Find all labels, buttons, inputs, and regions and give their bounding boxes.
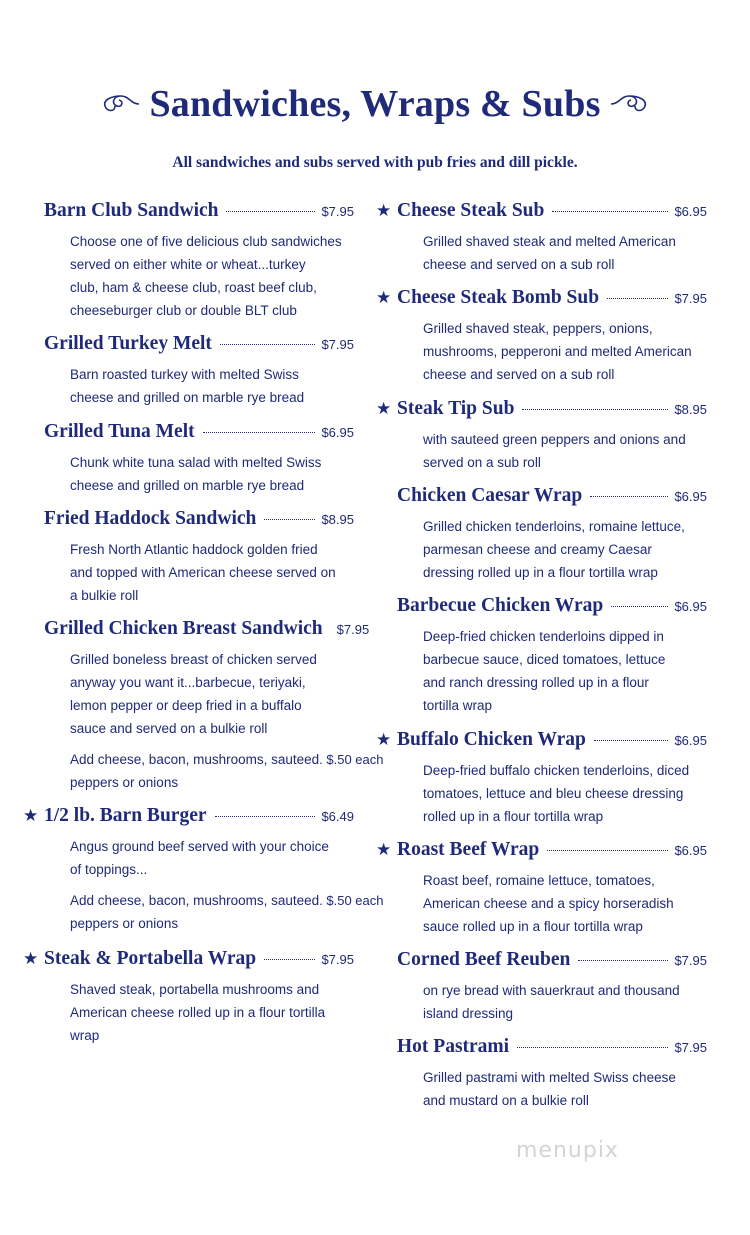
star-icon: ★ bbox=[376, 201, 392, 221]
menu-item-description bbox=[397, 428, 707, 474]
menu-item-description bbox=[397, 230, 707, 276]
description-line: and ranch dressing rolled up in a flour bbox=[423, 675, 649, 690]
menu-item-name: Cheese Steak Bomb Sub bbox=[397, 287, 600, 308]
menu-item-price: $8.95 bbox=[674, 402, 707, 417]
menu-item-header bbox=[44, 333, 354, 359]
dot-leader bbox=[517, 1047, 668, 1048]
menu-item-description bbox=[44, 835, 354, 881]
description-line: dressing rolled up in a flour tortilla wrap bbox=[423, 565, 658, 580]
menu-item-description bbox=[397, 317, 707, 386]
menu-item-price: $6.95 bbox=[674, 599, 707, 614]
description-line: tomatoes, lettuce and bleu cheese dressing bbox=[423, 786, 684, 801]
menu-item-description bbox=[44, 363, 354, 409]
addon-line: Add cheese, bacon, mushrooms, sauteed bbox=[70, 752, 320, 767]
description-line: Barn roasted turkey with melted Swiss bbox=[70, 367, 299, 382]
page-title: Sandwiches, Wraps & Subs bbox=[149, 83, 601, 125]
description-line: Grilled chicken tenderloins, romaine lettuce, bbox=[423, 519, 685, 534]
dot-leader bbox=[594, 740, 669, 741]
menu-item-header bbox=[397, 949, 707, 975]
menu-item-header bbox=[44, 200, 354, 226]
star-icon: ★ bbox=[23, 949, 39, 969]
addon-price: . $.50 each bbox=[319, 752, 384, 767]
description-line: parmesan cheese and creamy Caesar bbox=[423, 542, 652, 557]
menu-item-price: $6.49 bbox=[321, 809, 354, 824]
menu-item-price: $6.95 bbox=[674, 204, 707, 219]
dot-leader bbox=[590, 496, 668, 497]
menu-item-price: $7.95 bbox=[674, 953, 707, 968]
menu-item-header bbox=[44, 948, 354, 974]
description-line: Shaved steak, portabella mushrooms and bbox=[70, 982, 320, 997]
star-icon: ★ bbox=[376, 399, 392, 419]
menu-item-name: Grilled Tuna Melt bbox=[44, 421, 195, 442]
menu-item-addon bbox=[44, 889, 384, 935]
menu-item-description bbox=[44, 451, 354, 497]
menu-item-description bbox=[44, 978, 354, 1047]
description-line: and topped with American cheese served on bbox=[70, 565, 336, 580]
menu-item-price: $8.95 bbox=[321, 512, 354, 527]
description-line: cheeseburger club or double BLT club bbox=[70, 303, 297, 318]
description-line: anyway you want it...barbecue, teriyaki, bbox=[70, 675, 306, 690]
menu-item bbox=[376, 398, 707, 474]
menu-item-header bbox=[44, 421, 354, 447]
page-subtitle: All sandwiches and subs served with pub fries and dill pickle. bbox=[172, 154, 578, 171]
dot-leader bbox=[552, 211, 668, 212]
menu-item-name: Grilled Turkey Melt bbox=[44, 333, 212, 354]
menu-item-price: $6.95 bbox=[674, 843, 707, 858]
description-line: club, ham & cheese club, roast beef club, bbox=[70, 280, 317, 295]
menu-item-name: 1/2 lb. Barn Burger bbox=[44, 805, 207, 826]
menu-item bbox=[44, 508, 354, 607]
menu-item-price: $7.95 bbox=[674, 291, 707, 306]
dot-leader bbox=[203, 432, 316, 433]
description-line: Grilled shaved steak, peppers, onions, bbox=[423, 321, 653, 336]
description-line: sauce rolled up in a flour tortilla wrap bbox=[423, 919, 643, 934]
description-line: Deep-fried chicken tenderloins dipped in bbox=[423, 629, 664, 644]
menu-item bbox=[376, 839, 707, 938]
description-line: Choose one of five delicious club sandwiches bbox=[70, 234, 342, 249]
menu-item bbox=[44, 200, 354, 322]
dot-leader bbox=[215, 816, 316, 817]
menu-item bbox=[397, 1036, 707, 1112]
description-line: mushrooms, pepperoni and melted American bbox=[423, 344, 692, 359]
dot-leader bbox=[264, 519, 315, 520]
menu-item-price: $7.95 bbox=[321, 952, 354, 967]
menu-item-price: $7.95 bbox=[321, 204, 354, 219]
description-line: a bulkie roll bbox=[70, 588, 139, 603]
menu-item-price: $6.95 bbox=[674, 733, 707, 748]
menu-item bbox=[44, 333, 354, 409]
addon-line: peppers or onions bbox=[70, 916, 179, 931]
dot-leader bbox=[578, 960, 668, 961]
addon-line: Add cheese, bacon, mushrooms, sauteed bbox=[70, 893, 320, 908]
menu-item-header bbox=[397, 200, 707, 226]
menu-item-header bbox=[44, 508, 354, 534]
dot-leader bbox=[220, 344, 316, 345]
dot-leader bbox=[226, 211, 315, 212]
description-line: Grilled pastrami with melted Swiss cheese bbox=[423, 1070, 676, 1085]
menu-item bbox=[397, 949, 707, 1025]
star-icon: ★ bbox=[376, 730, 392, 750]
menu-item-header bbox=[397, 1036, 707, 1062]
addon-line: peppers or onions bbox=[70, 775, 179, 790]
menu-item-price: $7.95 bbox=[336, 622, 370, 637]
dot-leader bbox=[547, 850, 668, 851]
addon-price: . $.50 each bbox=[319, 893, 384, 908]
star-icon: ★ bbox=[376, 288, 392, 308]
description-line: on rye bread with sauerkraut and thousand bbox=[423, 983, 680, 998]
menu-item-description bbox=[44, 538, 354, 607]
description-line: American cheese and a spicy horseradish bbox=[423, 896, 674, 911]
menu-item-name: Hot Pastrami bbox=[397, 1036, 510, 1057]
menu-item-name: Barn Club Sandwich bbox=[44, 200, 219, 221]
menu-item bbox=[397, 485, 707, 584]
dot-leader bbox=[522, 409, 668, 410]
right-swirl-ornament-icon bbox=[609, 92, 649, 116]
menu-item-name: Fried Haddock Sandwich bbox=[44, 508, 257, 529]
menu-item-name: Grilled Chicken Breast Sandwich bbox=[44, 618, 323, 639]
addon-text bbox=[70, 748, 319, 794]
menu-item bbox=[397, 595, 707, 717]
menu-item-name: Chicken Caesar Wrap bbox=[397, 485, 583, 506]
description-line: tortilla wrap bbox=[423, 698, 493, 713]
description-line: Fresh North Atlantic haddock golden fried bbox=[70, 542, 318, 557]
menu-item-description bbox=[397, 1066, 707, 1112]
menu-item-header bbox=[397, 398, 707, 424]
watermark: menupix bbox=[516, 1138, 619, 1163]
description-line: sauce and served on a bulkie roll bbox=[70, 721, 268, 736]
menu-item-name: Steak & Portabella Wrap bbox=[44, 948, 257, 969]
menu-item bbox=[44, 618, 384, 794]
left-swirl-ornament-icon bbox=[101, 92, 141, 116]
description-line: wrap bbox=[70, 1028, 100, 1043]
dot-leader bbox=[264, 959, 315, 960]
dot-leader bbox=[611, 606, 668, 607]
description-line: rolled up in a flour tortilla wrap bbox=[423, 809, 604, 824]
addon-text bbox=[70, 889, 319, 935]
description-line: Angus ground beef served with your choice bbox=[70, 839, 329, 854]
menu-item-addon bbox=[44, 748, 384, 794]
description-line: cheese and grilled on marble rye bread bbox=[70, 390, 305, 405]
star-icon: ★ bbox=[23, 806, 39, 826]
menu-item-header bbox=[397, 595, 707, 621]
menu-item-header bbox=[397, 839, 707, 865]
menu-item-description bbox=[44, 230, 354, 322]
menu-item bbox=[376, 200, 707, 276]
menu-item-name: Cheese Steak Sub bbox=[397, 200, 545, 221]
dot-leader bbox=[607, 298, 668, 299]
menu-item-name: Steak Tip Sub bbox=[397, 398, 515, 419]
menu-item-price: $6.95 bbox=[674, 489, 707, 504]
title-row bbox=[0, 82, 750, 126]
menu-item bbox=[376, 729, 707, 828]
menu-item-name: Corned Beef Reuben bbox=[397, 949, 571, 970]
menu-item-header bbox=[44, 805, 354, 831]
description-line: served on a sub roll bbox=[423, 455, 541, 470]
description-line: cheese and served on a sub roll bbox=[423, 367, 615, 382]
menu-item-price: $6.95 bbox=[321, 425, 354, 440]
description-line: barbecue sauce, diced tomatoes, lettuce bbox=[423, 652, 666, 667]
description-line: of toppings... bbox=[70, 862, 148, 877]
menu-item-description bbox=[397, 515, 707, 584]
menu-item bbox=[376, 287, 707, 386]
menu-item bbox=[23, 948, 354, 1047]
menu-item-name: Buffalo Chicken Wrap bbox=[397, 729, 586, 750]
menu-item-description bbox=[44, 648, 354, 740]
description-line: Grilled shaved steak and melted American bbox=[423, 234, 676, 249]
description-line: island dressing bbox=[423, 1006, 514, 1021]
menu-item-description bbox=[397, 625, 707, 717]
menu-item bbox=[23, 805, 384, 935]
description-line: and mustard on a bulkie roll bbox=[423, 1093, 589, 1108]
menu-item-name: Roast Beef Wrap bbox=[397, 839, 540, 860]
description-line: Grilled boneless breast of chicken served bbox=[70, 652, 317, 667]
description-line: served on either white or wheat...turkey bbox=[70, 257, 306, 272]
description-line: cheese and served on a sub roll bbox=[423, 257, 615, 272]
menu-item-price: $7.95 bbox=[674, 1040, 707, 1055]
menu-item-description bbox=[397, 869, 707, 938]
menu-item-header bbox=[44, 618, 370, 644]
description-line: Chunk white tuna salad with melted Swiss bbox=[70, 455, 322, 470]
description-line: Roast beef, romaine lettuce, tomatoes, bbox=[423, 873, 655, 888]
description-line: cheese and grilled on marble rye bread bbox=[70, 478, 305, 493]
description-line: American cheese rolled up in a flour tortilla bbox=[70, 1005, 326, 1020]
menu-item bbox=[44, 421, 354, 497]
menu-item-header bbox=[397, 485, 707, 511]
menu-item-price: $7.95 bbox=[321, 337, 354, 352]
menu-item-description bbox=[397, 979, 707, 1025]
description-line: lemon pepper or deep fried in a buffalo bbox=[70, 698, 302, 713]
menu-item-name: Barbecue Chicken Wrap bbox=[397, 595, 604, 616]
description-line: with sauteed green peppers and onions and bbox=[423, 432, 686, 447]
star-icon: ★ bbox=[376, 840, 392, 860]
description-line: Deep-fried buffalo chicken tenderloins, diced bbox=[423, 763, 690, 778]
menu-item-description bbox=[397, 759, 707, 828]
menu-item-header bbox=[397, 287, 707, 313]
menu-item-header bbox=[397, 729, 707, 755]
